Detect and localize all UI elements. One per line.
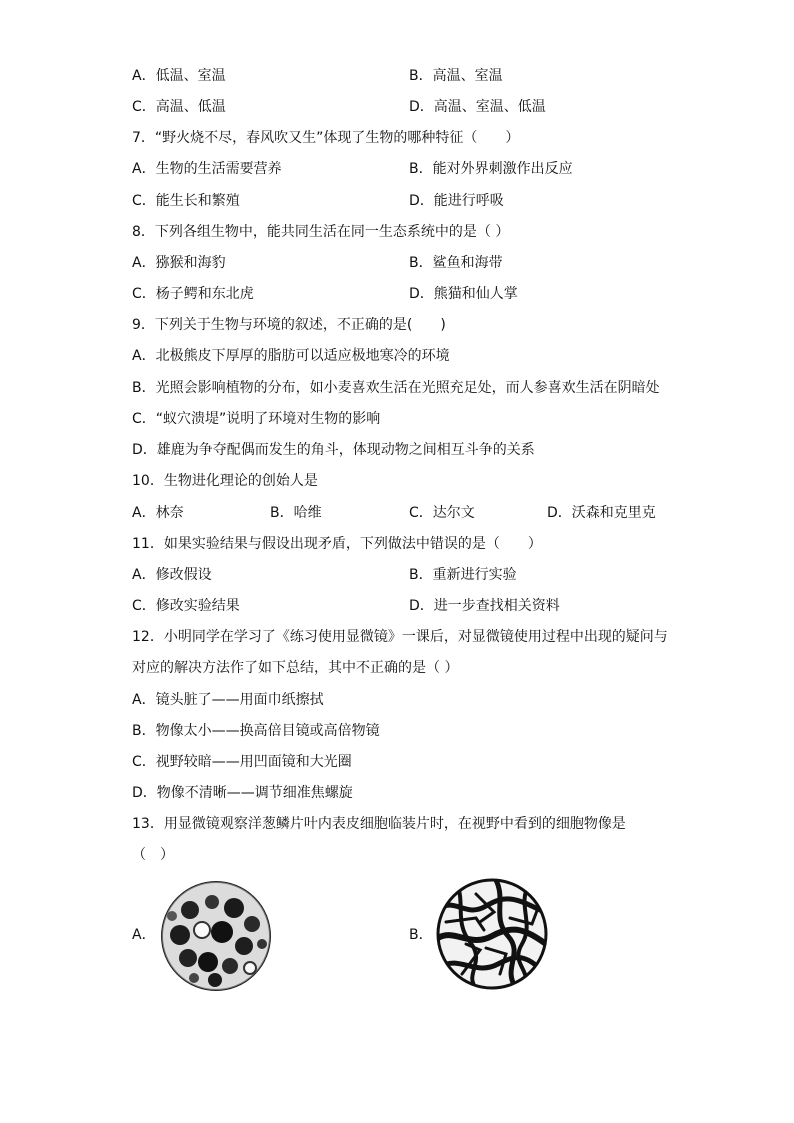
q10-option-b: B．哈维	[270, 505, 322, 521]
q7-option-d: D．能进行呼吸	[409, 193, 504, 209]
q10-option-a: A．林奈	[132, 505, 184, 521]
q6-option-c: C．高温、低温	[132, 99, 226, 115]
q10-option-c: C．达尔文	[409, 505, 475, 521]
q8-option-a: A．猕猴和海豹	[132, 255, 226, 271]
q6-option-d: D．高温、室温、低温	[409, 99, 546, 115]
q8-stem: 8．下列各组生物中，能共同生活在同一生态系统中的是（ ）	[132, 224, 510, 240]
q7-stem: 7．“野火烧不尽，春风吹又生”体现了生物的哪种特征（ ）	[132, 130, 520, 146]
q11-option-b: B．重新进行实验	[409, 567, 517, 583]
q12-option-c: C．视野较暗——用凹面镜和大光圈	[132, 754, 352, 770]
q7-option-a: A．生物的生活需要营养	[132, 161, 282, 177]
q7-option-b: B．能对外界刺激作出反应	[409, 161, 573, 177]
q9-option-d: D．雄鹿为争夺配偶而发生的角斗，体现动物之间相互斗争的关系	[132, 442, 535, 458]
q9-stem: 9．下列关于生物与环境的叙述，不正确的是( )	[132, 317, 446, 333]
q11-stem: 11．如果实验结果与假设出现矛盾，下列做法中错误的是（ ）	[132, 536, 542, 552]
q9-option-b: B．光照会影响植物的分布，如小麦喜欢生活在光照充足处，而人参喜欢生活在阴暗处	[132, 380, 660, 396]
q8-option-c: C．杨子鳄和东北虎	[132, 286, 254, 302]
q6-option-b: B．高温、室温	[409, 68, 503, 84]
q12-option-b: B．物像太小——换高倍目镜或高倍物镜	[132, 723, 380, 739]
q13-stem-line1: 13．用显微镜观察洋葱鳞片叶内表皮细胞临装片时，在视野中看到的细胞物像是	[132, 816, 626, 832]
q9-option-c: C．“蚁穴溃堤”说明了环境对生物的影响	[132, 411, 381, 427]
q11-option-d: D．进一步查找相关资料	[409, 598, 560, 614]
q13-stem-line2: （ ）	[132, 847, 174, 863]
q9-option-a: A．北极熊皮下厚厚的脂肪可以适应极地寒冷的环境	[132, 348, 450, 364]
q13-option-b-label: B．	[409, 927, 433, 943]
q6-option-a: A．低温、室温	[132, 68, 226, 84]
q12-stem-line1: 12．小明同学在学习了《练习使用显微镜》一课后，对显微镜使用过程中出现的疑问与	[132, 629, 668, 645]
q10-stem: 10．生物进化理论的创始人是	[132, 473, 318, 489]
q12-option-d: D．物像不清晰——调节细准焦螺旋	[132, 785, 353, 801]
q13-option-b-image	[436, 878, 548, 990]
q12-stem-line2: 对应的解决方法作了如下总结，其中不正确的是（ ）	[132, 660, 459, 676]
q8-option-d: D．熊猫和仙人掌	[409, 286, 518, 302]
q13-option-a-label: A．	[132, 927, 156, 943]
q13-option-a-image	[160, 880, 272, 992]
q12-option-a: A．镜头脏了——用面巾纸擦拭	[132, 692, 324, 708]
q11-option-c: C．修改实验结果	[132, 598, 240, 614]
q8-option-b: B．鲨鱼和海带	[409, 255, 503, 271]
q11-option-a: A．修改假设	[132, 567, 212, 583]
q7-option-c: C．能生长和繁殖	[132, 193, 240, 209]
q10-option-d: D．沃森和克里克	[547, 505, 656, 521]
